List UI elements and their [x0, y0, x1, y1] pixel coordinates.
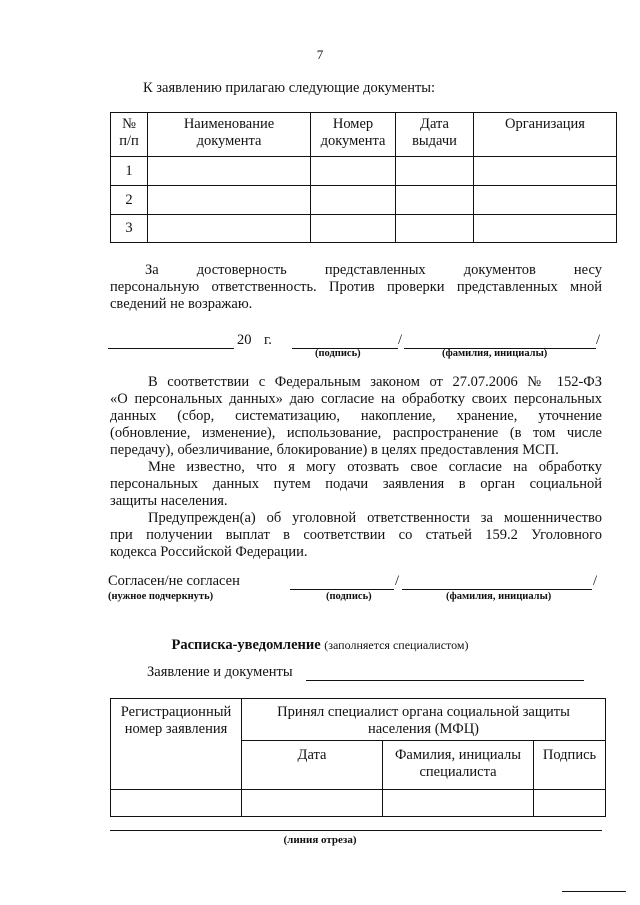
name-caption: (фамилия, инициалы): [442, 348, 548, 359]
consent-line: (обновление, изменение), использование, распространение (в том числе: [110, 425, 602, 441]
cut-line-caption: (линия отреза): [283, 834, 357, 846]
table-cell[interactable]: [311, 157, 396, 186]
date-cell[interactable]: [242, 790, 383, 817]
warning-line: кодекса Российской Федерации.: [110, 544, 308, 560]
slash: /: [593, 573, 598, 589]
warning-line: при получении выплат в соответствии со статьей 159.2 Уголовного: [110, 527, 602, 543]
col-header-issue-date: Дата выдачи: [396, 113, 474, 157]
table-cell[interactable]: [148, 157, 311, 186]
signature-caption: (подпись): [326, 591, 372, 602]
row-number: 1: [111, 157, 148, 186]
specialist-name-cell[interactable]: [383, 790, 534, 817]
row-number: 2: [111, 186, 148, 215]
consent-paragraph: [110, 374, 602, 561]
table-cell[interactable]: [474, 186, 617, 215]
attached-documents-table: [110, 112, 617, 243]
signature-cell[interactable]: [534, 790, 606, 817]
revocation-line: Мне известно, что я могу отозвать свое согласие на обработку: [148, 459, 602, 475]
specialist-name-header: Фамилия, инициалы специалиста: [383, 741, 534, 790]
receipt-heading: [0, 637, 640, 654]
reliability-line-3: сведений не возражаю.: [110, 296, 253, 312]
attachments-intro: К заявлению прилагаю следующие документы:: [143, 80, 436, 96]
col-header-document-number: Номер документа: [311, 113, 396, 157]
underline-hint: (нужное подчеркнуть): [108, 591, 214, 602]
signature-blank-line[interactable]: [292, 332, 398, 349]
col-header-document-name: Наименование документа: [148, 113, 311, 157]
table-cell[interactable]: [474, 157, 617, 186]
statement-blank-line[interactable]: [306, 664, 584, 681]
table-cell[interactable]: [396, 157, 474, 186]
table-cell[interactable]: [311, 215, 396, 243]
table-cell[interactable]: [148, 186, 311, 215]
reg-number-cell[interactable]: [111, 790, 242, 817]
consent-line: В соответствии с Федеральным законом от 27.07.2006 № 152-ФЗ: [148, 374, 602, 390]
warning-line: Предупрежден(а) об уголовной ответственности за мошенничество: [148, 510, 602, 526]
word: документов: [463, 262, 536, 278]
table-header-row: [111, 113, 617, 157]
signature-caption: (подпись): [315, 348, 361, 359]
date-blank-line[interactable]: [108, 332, 234, 349]
table-row: [111, 215, 617, 243]
signature-blank-line[interactable]: [290, 573, 394, 590]
col-header-organization: Организация: [474, 113, 617, 157]
receipt-title-note: (заполняется специалистом): [324, 638, 469, 652]
statement-label: Заявление и документы: [147, 664, 293, 680]
name-blank-line[interactable]: [404, 332, 596, 349]
slash: /: [398, 332, 403, 348]
consent-line: данных (сбор, систематизацию, накопление, хранение, уточнение: [110, 408, 602, 424]
revocation-line: защиты населения.: [110, 493, 228, 509]
table-cell[interactable]: [148, 215, 311, 243]
slash: /: [596, 332, 601, 348]
revocation-line: персональных данных путем подачи заявления в орган социальной: [110, 476, 602, 492]
table-row: [111, 790, 606, 817]
cut-line: [110, 830, 602, 831]
name-caption: (фамилия, инициалы): [446, 591, 552, 602]
word: За: [145, 262, 159, 278]
slash: /: [395, 573, 400, 589]
table-cell[interactable]: [311, 186, 396, 215]
date-header: Дата: [242, 741, 383, 790]
footer-line: [562, 891, 626, 892]
consent-line: «О персональных данных» даю согласие на обработку своих персональных: [110, 391, 602, 407]
date-signature-row: [108, 332, 608, 366]
table-row: [111, 157, 617, 186]
word: несу: [573, 262, 602, 278]
year-prefix: 20: [237, 332, 252, 348]
reg-number-header: Регистрационный номер заявления: [111, 699, 242, 790]
reliability-line-2: персональную ответственность. Против проверки представленных мной: [110, 279, 602, 295]
year-suffix: г.: [264, 332, 272, 348]
receipt-title: Расписка-уведомление: [171, 637, 321, 653]
col-header-number: № п/п: [111, 113, 148, 157]
receipt-table: [110, 698, 606, 817]
table-row: [111, 186, 617, 215]
agreement-row: [108, 573, 608, 607]
word: представленных: [324, 262, 426, 278]
row-number: 3: [111, 215, 148, 243]
accepted-by-header: Принял специалист органа социальной защиты населения (МФЦ): [242, 699, 606, 741]
word: достоверность: [196, 262, 287, 278]
consent-line: передачу), обезличивание, блокирование) в целях предоставления МСП.: [110, 442, 559, 458]
reliability-paragraph: [110, 262, 602, 313]
signature-header: Подпись: [534, 741, 606, 790]
table-cell[interactable]: [396, 215, 474, 243]
table-cell[interactable]: [474, 215, 617, 243]
agree-label: Согласен/не согласен: [108, 573, 240, 589]
name-blank-line[interactable]: [402, 573, 592, 590]
page-number: 7: [316, 47, 324, 62]
table-cell[interactable]: [396, 186, 474, 215]
reliability-line-1: [110, 262, 602, 279]
table-header-row: [111, 699, 606, 741]
